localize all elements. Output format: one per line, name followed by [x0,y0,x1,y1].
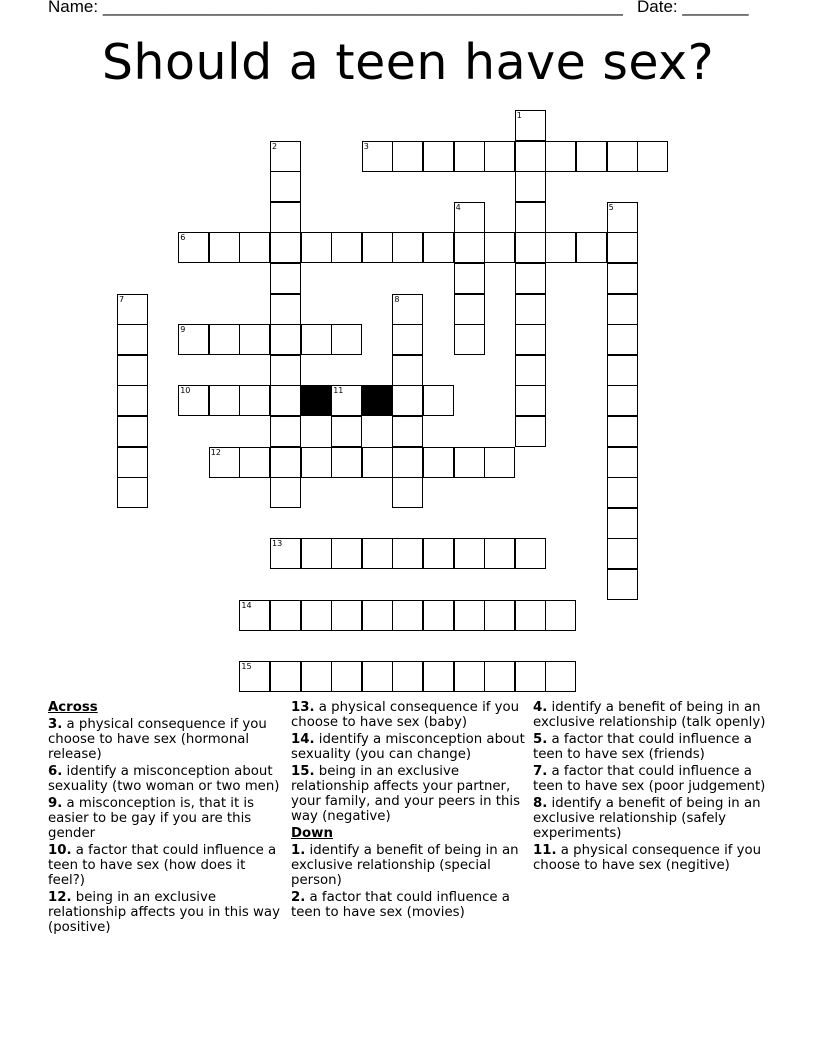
clue-column-1 [48,700,286,937]
grid-cell[interactable] [178,324,209,355]
clue-item-text: a physical consequence if you choose to have sex (baby) [291,700,520,730]
clue-number: 14 [241,600,252,610]
grid-cell[interactable] [607,232,638,263]
grid-cell[interactable] [423,141,454,172]
clue-column-3 [533,700,771,875]
clue-item-text: a misconception is, that it is easier to be gay if you are this gender [48,796,255,841]
grid-cell[interactable] [270,324,301,355]
grid-cell[interactable] [362,538,393,569]
clue-number: 8 [394,294,400,304]
grid-cell[interactable] [331,232,362,263]
grid-cell[interactable] [331,416,362,447]
grid-cell[interactable] [607,324,638,355]
grid-cell[interactable] [607,141,638,172]
grid-cell[interactable] [423,385,454,416]
clue-item-number: 7. [533,764,548,779]
grid-cell[interactable] [576,141,607,172]
grid-cell[interactable] [270,477,301,508]
clue-item-text: identify a benefit of being in an exclusive relationship (talk openly) [533,700,766,730]
clue-item-number: 6. [48,764,63,779]
grid-cell[interactable] [484,232,515,263]
clue-item-text: identify a benefit of being in an exclusive relationship (safely experiments) [533,796,761,841]
grid-cell[interactable] [301,324,332,355]
clue-item-text: being in an exclusive relationship affects your partner, your family, and your peers in this way (negative) [291,764,521,824]
grid-cell[interactable] [239,232,270,263]
grid-cell[interactable] [331,447,362,478]
grid-cell[interactable] [331,324,362,355]
clue-item-text: a factor that could influence a teen to have sex (friends) [533,732,752,762]
grid-cell[interactable] [239,324,270,355]
grid-cell[interactable] [117,324,148,355]
grid-cell[interactable] [239,447,270,478]
clue-number: 12 [210,447,221,457]
grid-cell[interactable] [270,294,301,325]
grid-cell[interactable] [178,385,209,416]
clue-item-text: a factor that could influence a teen to have sex (movies) [291,890,510,920]
clue-item-text: identify a misconception about sexuality (two woman or two men) [48,764,280,794]
grid-cell[interactable] [423,232,454,263]
grid-cell[interactable] [454,538,485,569]
grid-cell[interactable] [362,232,393,263]
grid-cell[interactable] [270,538,301,569]
grid-cell[interactable] [454,202,485,233]
grid-cell[interactable] [637,141,668,172]
grid-cell[interactable] [607,263,638,294]
grid-cell[interactable] [515,661,546,692]
grid-cell[interactable] [607,416,638,447]
clue-item-text: a physical consequence if you choose to have sex (negitive) [533,843,762,873]
clue-item-number: 4. [533,700,548,715]
grid-cell[interactable] [607,355,638,386]
grid-cell[interactable] [270,385,301,416]
grid-cell[interactable] [484,538,515,569]
clue-item [291,843,529,888]
grid-cell[interactable] [331,538,362,569]
clue-number: 15 [241,661,252,671]
clue-item-text: a factor that could influence a teen to have sex (poor judgement) [533,764,766,794]
grid-cell[interactable] [209,447,240,478]
clue-item-number: 13. [291,700,315,715]
grid-cell[interactable] [117,447,148,478]
grid-cell[interactable] [515,171,546,202]
grid-cell[interactable] [607,538,638,569]
clue-item [291,890,529,920]
clue-item-number: 9. [48,796,63,811]
clue-item [291,732,529,762]
clue-item [533,796,771,841]
grid-cell[interactable] [484,661,515,692]
clue-number: 2 [272,141,278,151]
grid-cell[interactable] [607,447,638,478]
grid-cell[interactable] [209,324,240,355]
grid-cell[interactable] [209,232,240,263]
grid-cell[interactable] [454,232,485,263]
grid-cell[interactable] [392,600,423,631]
grid-cell[interactable] [301,600,332,631]
clue-item-text: identify a misconception about sexuality (you can change) [291,732,525,762]
grid-cell[interactable] [515,600,546,631]
clue-number: 6 [180,233,186,243]
clue-number: 1 [516,111,522,120]
grid-cell[interactable] [117,416,148,447]
name-label: Name: [48,0,99,16]
clue-item [48,764,286,794]
grid-cell[interactable] [484,600,515,631]
clue-item-text: identify a benefit of being in an exclusive relationship (special person) [291,843,519,888]
grid-cell[interactable] [545,232,576,263]
grid-cell[interactable] [515,263,546,294]
grid-cell[interactable] [607,294,638,325]
grid-cell[interactable] [301,447,332,478]
grid-cell[interactable] [239,385,270,416]
grid-cell[interactable] [607,202,638,233]
clue-number: 9 [180,325,186,335]
grid-cell[interactable] [454,324,485,355]
date-field[interactable]: _______ [682,0,749,16]
clue-item [291,764,529,824]
grid-cell[interactable] [239,661,270,692]
grid-cell[interactable] [117,385,148,416]
clue-item-number: 15. [291,764,315,779]
grid-cell[interactable] [454,600,485,631]
grid-cell[interactable] [515,416,546,447]
grid-cell[interactable] [331,385,362,416]
clue-item-number: 2. [291,890,306,905]
grid-cell[interactable] [392,324,423,355]
grid-cell[interactable] [454,661,485,692]
clue-number: 3 [363,141,369,151]
clue-item [48,796,286,841]
grid-cell[interactable] [423,538,454,569]
clue-item-text: a factor that could influence a teen to have sex (how does it feel?) [48,843,277,888]
grid-cell[interactable] [392,538,423,569]
grid-cell[interactable] [454,141,485,172]
clue-item-number: 14. [291,732,315,747]
grid-cell[interactable] [392,447,423,478]
grid-cell[interactable] [270,141,301,172]
clue-item-number: 11. [533,843,557,858]
grid-cell[interactable] [545,661,576,692]
clue-item [533,732,771,762]
grid-cell[interactable] [607,569,638,600]
grid-cell[interactable] [515,202,546,233]
grid-cell[interactable] [515,110,546,141]
clue-column-2 [291,700,529,922]
clue-item-number: 5. [533,732,548,747]
clue-item-text: being in an exclusive relationship affects you in this way (positive) [48,890,280,935]
grid-cell[interactable] [270,416,301,447]
grid-cell[interactable] [209,385,240,416]
clue-number: 13 [272,539,283,549]
clue-item [48,890,286,935]
clue-heading: Down [291,826,333,841]
grid-cell[interactable] [270,355,301,386]
grid-cell[interactable] [117,477,148,508]
grid-cell[interactable] [362,447,393,478]
grid-cell[interactable] [607,385,638,416]
grid-cell[interactable] [515,538,546,569]
grid-cell[interactable] [423,661,454,692]
grid-cell[interactable] [484,447,515,478]
grid-cell[interactable] [392,477,423,508]
clue-item [533,700,771,730]
grid-cell[interactable] [301,538,332,569]
grid-cell[interactable] [362,661,393,692]
clue-item-number: 1. [291,843,306,858]
grid-cell[interactable] [270,232,301,263]
grid-cell[interactable] [392,232,423,263]
grid-cell[interactable] [270,600,301,631]
clue-heading: Across [48,700,98,715]
grid-cell[interactable] [545,141,576,172]
grid-cell[interactable] [454,447,485,478]
grid-cell[interactable] [362,141,393,172]
clue-item-text: a physical consequence if you choose to have sex (hormonal release) [48,717,267,762]
grid-cell[interactable] [607,477,638,508]
grid-cell[interactable] [545,600,576,631]
grid-cell[interactable] [515,232,546,263]
grid-cell[interactable] [239,600,270,631]
grid-cell[interactable] [392,294,423,325]
grid-cell[interactable] [331,600,362,631]
clue-number: 10 [180,386,191,396]
grid-cell[interactable] [423,600,454,631]
clue-item [533,843,771,873]
grid-cell[interactable] [392,416,423,447]
clue-number: 11 [333,386,344,396]
grid-cell[interactable] [117,294,148,325]
grid-cell[interactable] [515,141,546,172]
grid-cell[interactable] [270,263,301,294]
clue-item-number: 10. [48,843,72,858]
clue-number: 7 [119,294,125,304]
grid-cell[interactable] [484,141,515,172]
grid-cell[interactable] [331,661,362,692]
grid-cell[interactable] [270,202,301,233]
clue-item-number: 3. [48,717,63,732]
clue-item [291,700,529,730]
grid-cell[interactable] [270,171,301,202]
grid-cell[interactable] [301,232,332,263]
grid-cell-black [301,385,332,416]
grid-cell[interactable] [392,661,423,692]
grid-cell[interactable] [117,355,148,386]
grid-cell[interactable] [454,294,485,325]
name-field[interactable]: _______________________________________________________ [102,0,623,16]
clue-item [48,843,286,888]
page-title: Should a teen have sex? [101,34,715,91]
grid-cell[interactable] [362,600,393,631]
grid-cell[interactable] [454,263,485,294]
grid-cell[interactable] [270,661,301,692]
clue-number: 5 [608,202,614,212]
date-label: Date: [637,0,678,16]
grid-cell[interactable] [423,447,454,478]
clue-item [48,717,286,762]
clue-number: 4 [455,202,461,212]
grid-cell[interactable] [301,661,332,692]
clue-item-number: 12. [48,890,72,905]
clue-item [533,764,771,794]
grid-cell[interactable] [392,141,423,172]
grid-cell[interactable] [607,508,638,539]
grid-cell-black [362,385,393,416]
grid-cell[interactable] [178,232,209,263]
clue-item-number: 8. [533,796,548,811]
grid-cell[interactable] [270,447,301,478]
grid-cell[interactable] [515,355,546,386]
grid-cell[interactable] [576,232,607,263]
grid-cell[interactable] [392,385,423,416]
grid-cell[interactable] [515,324,546,355]
grid-cell[interactable] [515,385,546,416]
grid-cell[interactable] [515,294,546,325]
grid-cell[interactable] [392,355,423,386]
